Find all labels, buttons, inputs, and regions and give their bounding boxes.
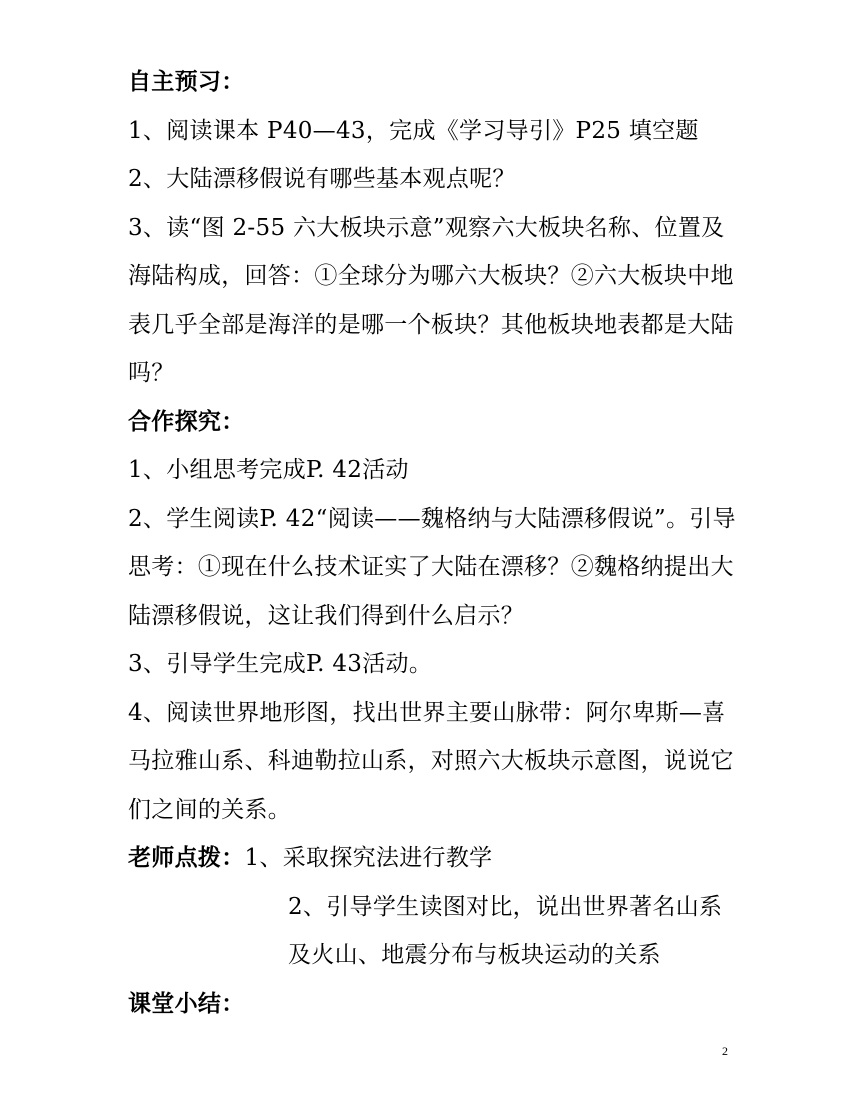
page-number: 2 (722, 1044, 728, 1058)
section-heading-cooperation: 合作探究： (128, 408, 245, 435)
paragraph-cooperation-4: 4、阅读世界地形图，找出世界主要山脉带：阿尔卑斯—喜马拉雅山系、科迪勒拉山系，对照六大板块示意图，说说它们之间的关系。 (128, 699, 734, 823)
document-body (128, 58, 740, 1028)
teacher-item-1: 1、采取探究法进行教学 (244, 845, 493, 871)
teacher-item-2: 2、引导学生读图对比，说出世界著名山系及火山、地震分布与板块运动的关系 (288, 893, 723, 968)
paragraph-preview-1: 1、阅读课本 P40—43，完成《学习导引》P25 填空题 (128, 117, 699, 144)
section-heading-preview: 自主预习： (128, 69, 245, 95)
paragraph-preview-3: 3、读“图 2-55 六大板块示意”观察六大板块名称、位置及海陆构成，回答：①全球分为哪六大板块？②六大板块中地表几乎全部是海洋的是哪一个板块？其他板块地表都是大陆吗？ (128, 214, 734, 386)
teacher-line-1 (128, 834, 740, 883)
paragraph-cooperation-1: 1、小组思考完成P. 42活动 (128, 457, 409, 483)
paragraph-preview-2: 2、大陆漂移假说有哪些基本观点呢？ (128, 166, 516, 192)
paragraph-cooperation-2: 2、学生阅读P. 42“阅读——魏格纳与大陆漂移假说”。引导思考：①现在什么技术证实了大陆在漂移？②魏格纳提出大陆漂移假说，这让我们得到什么启示？ (128, 505, 736, 629)
section-heading-teacher: 老师点拨： (128, 845, 245, 871)
section-heading-summary: 课堂小结： (128, 990, 245, 1017)
paragraph-cooperation-3: 3、引导学生完成P. 43活动。 (128, 651, 433, 677)
